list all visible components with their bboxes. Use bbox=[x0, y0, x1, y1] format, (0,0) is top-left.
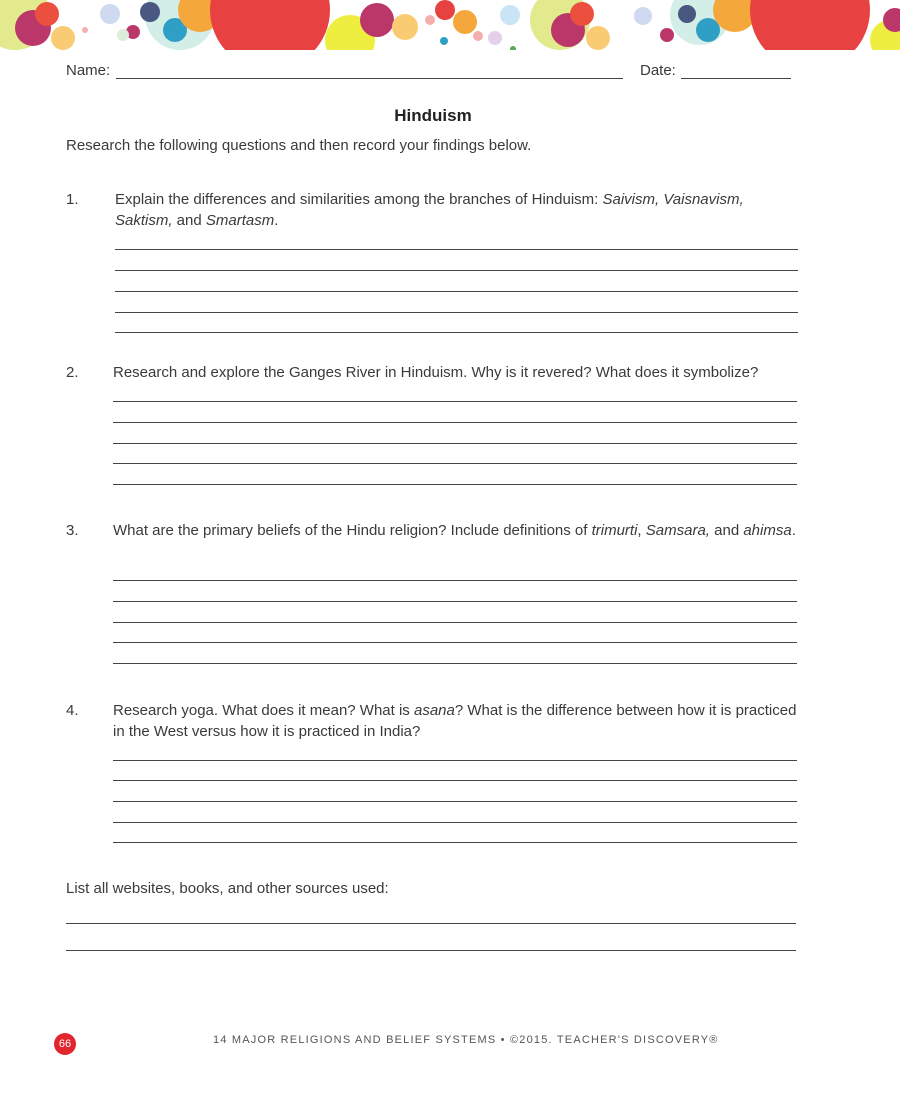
answer-line[interactable] bbox=[115, 291, 798, 292]
answer-line[interactable] bbox=[113, 401, 797, 402]
answer-line[interactable] bbox=[113, 484, 797, 485]
answer-line[interactable] bbox=[113, 622, 797, 623]
question-text bbox=[113, 362, 803, 383]
text-segment: Research and explore the Ganges River in Hinduism. Why is it revered? What does it symbolize? bbox=[113, 364, 759, 381]
question-text bbox=[115, 189, 805, 231]
answer-line[interactable] bbox=[113, 780, 797, 781]
answer-line[interactable] bbox=[113, 601, 797, 602]
answer-line[interactable] bbox=[113, 580, 797, 581]
answer-line[interactable] bbox=[115, 312, 798, 313]
text-segment: . bbox=[274, 212, 279, 229]
text-segment: and bbox=[172, 212, 206, 229]
question-number: 3. bbox=[66, 522, 79, 539]
text-segment: . bbox=[791, 522, 796, 539]
text-segment: and bbox=[709, 522, 744, 539]
answer-line[interactable] bbox=[113, 422, 797, 423]
answer-line[interactable] bbox=[115, 332, 798, 333]
answer-line[interactable] bbox=[115, 270, 798, 271]
answer-line[interactable] bbox=[113, 443, 797, 444]
answer-line[interactable] bbox=[113, 663, 797, 664]
answer-line[interactable] bbox=[113, 642, 797, 643]
decorative-banner bbox=[0, 0, 900, 50]
page-title: Hinduism bbox=[394, 106, 472, 125]
text-segment: Research yoga. What does it mean? What is bbox=[113, 702, 414, 719]
answer-line[interactable] bbox=[113, 842, 797, 843]
italic-term: ahimsa bbox=[743, 522, 792, 539]
question-number: 4. bbox=[66, 702, 79, 719]
answer-line[interactable] bbox=[113, 760, 797, 761]
italic-term: trimurti bbox=[591, 522, 638, 539]
answer-line[interactable] bbox=[113, 822, 797, 823]
page-number-badge: 66 bbox=[54, 1033, 76, 1055]
text-segment: , bbox=[637, 522, 646, 539]
date-field[interactable] bbox=[681, 78, 791, 79]
question-text bbox=[113, 520, 803, 541]
italic-term: asana bbox=[413, 702, 455, 719]
answer-line[interactable] bbox=[66, 923, 796, 924]
question-text bbox=[113, 700, 803, 742]
answer-line[interactable] bbox=[115, 249, 798, 250]
question-number: 1. bbox=[66, 191, 79, 208]
text-segment: Explain the differences and similarities among the branches of Hinduism: bbox=[115, 191, 603, 208]
name-label: Name: bbox=[66, 62, 111, 79]
question-number: 2. bbox=[66, 364, 79, 381]
italic-term: Samsara, bbox=[645, 522, 710, 539]
sources-label: List all websites, books, and other sources used: bbox=[66, 880, 389, 897]
italic-term: Smartasm bbox=[205, 212, 275, 229]
instructions: Research the following questions and then record your findings below. bbox=[66, 137, 532, 154]
name-field[interactable] bbox=[116, 78, 623, 79]
date-label: Date: bbox=[640, 62, 676, 79]
text-segment: What are the primary beliefs of the Hindu religion? Include definitions of bbox=[113, 522, 592, 539]
answer-line[interactable] bbox=[113, 801, 797, 802]
italic-term: Saivism, Vaisnavism, Saktism, bbox=[115, 191, 748, 229]
answer-line[interactable] bbox=[113, 463, 797, 464]
answer-line[interactable] bbox=[66, 950, 796, 951]
footer-text: 14 MAJOR RELIGIONS AND BELIEF SYSTEMS • ©2015. TEACHER'S DISCOVERY® bbox=[213, 1034, 719, 1046]
text-segment: ? What is the difference between how it is practiced in the West versus how it is practiced in India? bbox=[113, 702, 801, 740]
